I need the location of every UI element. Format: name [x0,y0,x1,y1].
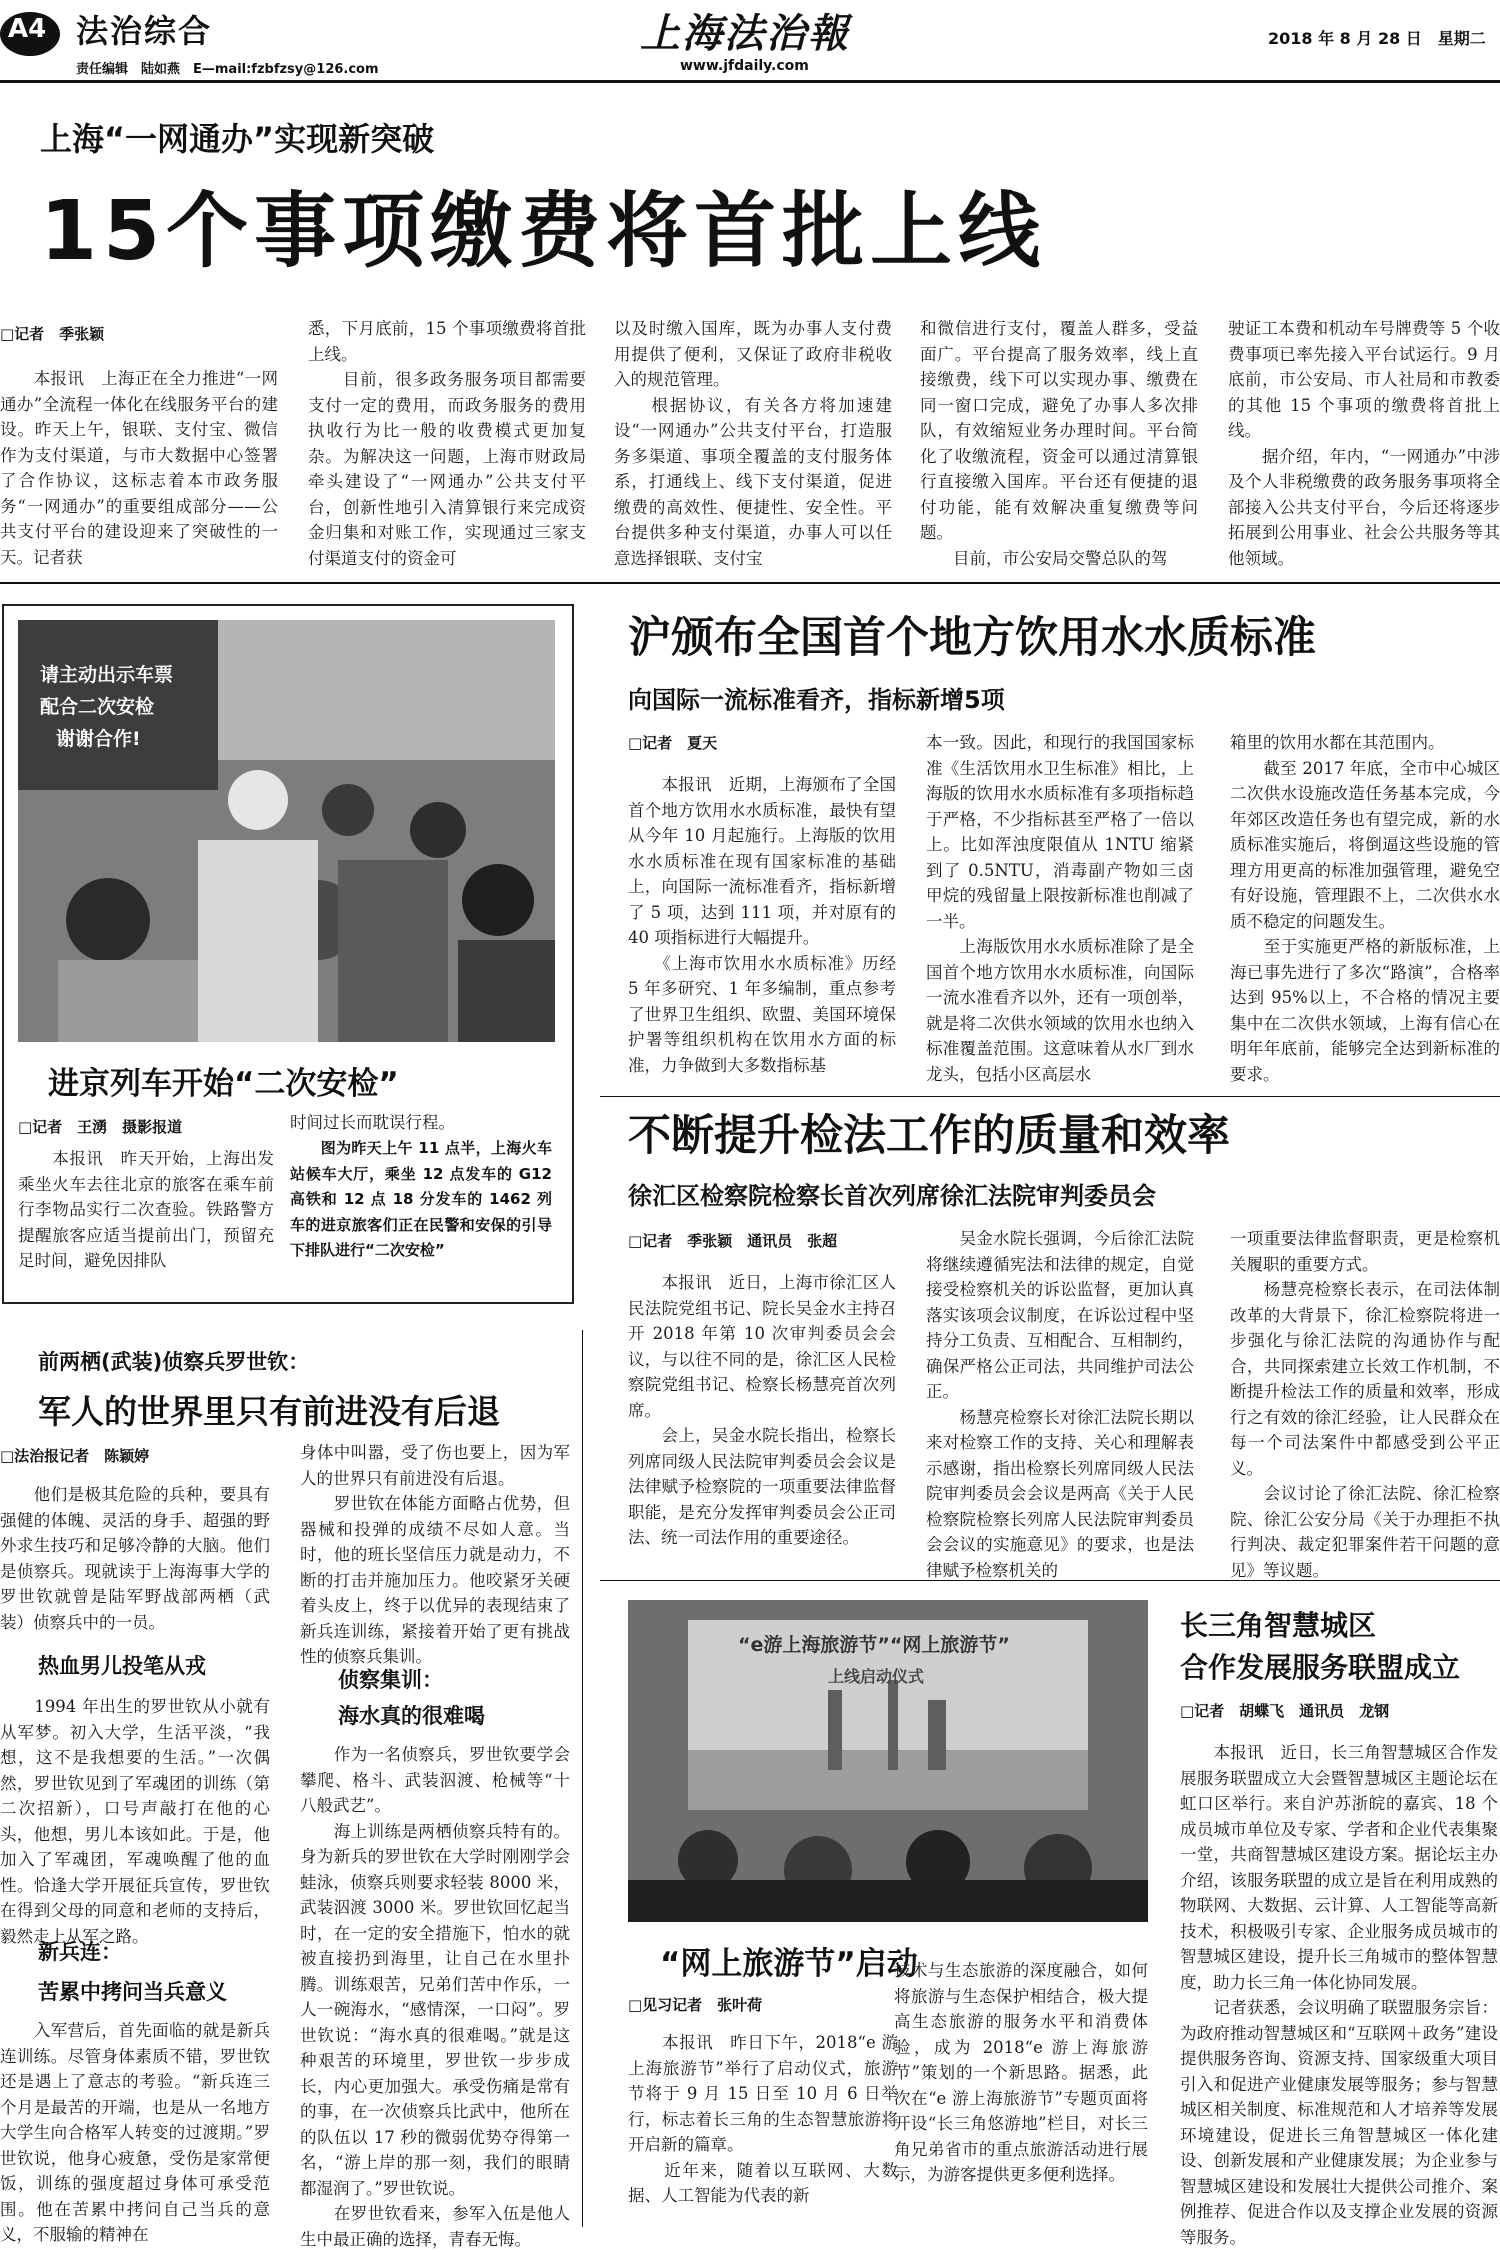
photo-story-body-cont: 时间过长而耽误行程。 [290,1113,455,1132]
editors-line: 责任编辑 陆如燕 E—mail:fzbfzsy@126.com [76,62,379,77]
issue-date: 2018 年 8 月 28 日 星期二 [1268,29,1486,48]
procuratorate-headline: 不断提升检法工作的质量和效率 [628,1111,1230,1161]
water-column-1: 本报讯 近期，上海颁布了全国首个地方饮用水水质标准，最快有望从今年 10 月起施行。上海版的饮用水水质标准在现有国家标准的基础上，向国际一流标准看齐，指标新增了 5 项，达到 111 项，并对原有的 40 项指标进行大幅提升。 《上海市饮用水水质标准》历经 5 年多研究、1 年多编制，重点参考了世界卫生组织、欧盟、美国环境保护署等组织机构在饮用水方面的标准，力争做到大多数指标基 [628,775,896,1075]
photo-sign-line-1: 请主动出示车票 [40,664,174,686]
soldier-headline: 军人的世界里只有前进没有后退 [38,1392,500,1431]
tourism-headline: “网上旅游节”启动 [660,1946,918,1982]
procuratorate-byline: □记者 季张颖 通讯员 张超 [628,1232,838,1250]
photo-sign-line-2: 配合二次安检 [40,696,155,718]
soldier-divider [582,1330,583,2227]
soldier-subhead-3a: 侦察集训： [338,1668,443,1692]
soldier-subhead-2b: 苦累中拷问当兵意义 [38,1980,227,2004]
masthead-rule [0,80,1500,83]
security-check-photo [18,620,555,1042]
tourism-column-2: 技术与生态旅游的深度融合，如何将旅游与生态保护相结合，极大提高生态旅游的服务水平和消费体验，成为 2018“e 游上海旅游节”策划的一个新思路。据悉，此次在“e 游上海旅游节”专题页面将开设“长三角悠游地”栏目，对长三角兄弟省市的重点旅游活动进行展示，为游客提供更多便利选择。 [894,1961,1148,2184]
water-bottom-rule [600,1096,1500,1097]
soldier-column-2a: 身体中叫嚣，受了伤也要上，因为军人的世界只有前进没有后退。 罗世钦在体能方面略占优势，但器械和投弹的成绩不尽如人意。当时，他的班长坚信压力就是动力，不断的打击并施加压力。他咬紧牙关硬着头皮上，终于以优异的表现结束了新兵连训练，紧接着开始了更有挑战性的侦察兵集训。 [300,1443,570,1666]
page-number: A4 [8,14,47,44]
lead-headline: 15个事项缴费将首批上线 [40,184,1047,279]
procuratorate-subhead: 徐汇区检察院检察长首次列席徐汇法院审判委员会 [628,1182,1156,1210]
lead-column-3: 以及时缴入国库，既为办事人支付费用提供了便利，又保证了政府非税收入的规范管理。 根据协议，有关各方将加速建设“一网通办”公共支付平台，打造服务多渠道、事项全覆盖的支付服务体系，打通线上、线下支付渠道，促进缴费的高效性、便捷性、安全性。平台提供多种支付渠道，办事人可以任意选择银联、支付宝 [614,319,892,568]
lead-bottom-rule [0,582,1500,584]
water-byline: □记者 夏天 [628,734,718,752]
tourism-byline: □见习记者 张叶荷 [628,1996,763,2014]
lead-column-2: 悉，下月底前，15 个事项缴费将首批上线。 目前，很多政务服务项目都需要支付一定的费用，而政务服务的费用执收行为比一般的收费模式更加复杂。为解决这一问题，上海市财政局牵头建设了“一网通办”公共支付平台，创新性地引入清算银行来完成资金归集和对账工作，实现通过三家支付渠道支付的资金可 [308,319,586,568]
soldier-kicker: 前两栖(武装)侦察兵罗世钦： [38,1350,310,1374]
yrd-headline-line-2: 合作发展服务联盟成立 [1180,1651,1461,1684]
soldier-subhead-2a: 新兵连： [38,1940,122,1964]
yrd-headline-line-1: 长三角智慧城区 [1180,1609,1377,1642]
water-subhead: 向国际一流标准看齐，指标新增5项 [628,686,1005,714]
yrd-body: 本报讯 近日，长三角智慧城区合作发展服务联盟成立大会暨智慧城区主题论坛在虹口区举行。来自沪苏浙皖的嘉宾、18 个成员城市单位及专家、学者和企业代表集聚一堂，共商智慧城区建设方案。据论坛主办介绍，该服务联盟的成立是旨在利用成熟的物联网、大数据、云计算、人工智能等高新技术，积极吸引专家、企业服务成员城市的智慧城区建设，提升长三角城市的整体智慧度，助力长三角一体化协同发展。 记者获悉，会议明确了联盟服务宗旨：为政府推动智慧城区和“互联网＋政务”建设提供服务咨询、资源支持、国家级重大项目引入和促进产业健康发展等服务；参与智慧城区相关制度、标准规范和人才培养等发展环境建设，促进长三角智慧城区一体化建设、创新发展和产业健康发展；为企业参与智慧城区建设和发展壮大提供公司推介、案例推荐、促进合作以及支撑企业发展的资源等服务。 [1180,1743,1498,2247]
water-headline: 沪颁布全国首个地方饮用水水质标准 [628,613,1316,663]
lead-byline: □记者 季张颖 [0,325,105,343]
soldier-subhead-1: 热血男儿投笔从戎 [38,1654,206,1678]
lead-column-5: 驶证工本费和机动车号牌费等 5 个收费事项已率先接入平台试运行。9 月底前，市公安局、市人社局和市教委的其他 15 个事项的缴费将首批上线。 据介绍，年内，“一网通办”中涉及个人非税缴费的政务服务事项将全部接入公共支付平台，今后还将逐步拓展到公用事业、社会公共服务等其他领域。 [1228,319,1500,568]
lead-column-1: 本报讯 上海正在全力推进“一网通办”全流程一体化在线服务平台的建设。昨天上午，银联、支付宝、微信作为支付渠道，与市大数据中心签署了合作协议，这标志着本市政务服务“一网通办”的重要组成部分——公共支付平台的建设迎来了突破性的一天。记者获 [0,369,278,567]
tourism-photo-banner: “e游上海旅游节”“网上旅游节” [738,1634,1010,1656]
photo-story-caption: 图为昨天上午 11 点半，上海火车站候车大厅，乘坐 12 点发车的 G12 高铁和 12 点 18 分发车的 1462 列车的进京旅客们正在民警和安保的引导下排队进行“二次安检” [290,1139,558,1259]
soldier-column-1c: 入军营后，首先面临的就是新兵连训练。尽管身体素质不错，罗世钦还是遇上了意志的考验。“新兵连三个月是最苦的开端，也是从一名地方大学生向合格军人转变的过渡期。”罗世钦说，他身心疲惫，受伤是家常便饭，训练的强度超过身体可承受范围。他在苦累中拷问自己当兵的意义，不服输的精神在 [0,2021,270,2244]
tourism-photo-subbanner: 上线启动仪式 [828,1667,925,1686]
tourism-column-1: 本报讯 昨日下午，2018“e 游上海旅游节”举行了启动仪式，旅游节将于 9 月 15 日至 10 月 6 日举行，标志着长三角的生态智慧旅游将开启新的篇章。 近年来，随着以互联网、大数据、人工智能为代表的新 [628,2033,898,2205]
photo-story-body: 本报讯 昨天开始，上海出发乘坐火车去往北京的旅客在乘车前行李物品实行二次查验。铁路警方提醒旅客应适当提前出门，预留充足时间，避免因排队 [18,1149,274,1270]
soldier-column-1b: 1994 年出生的罗世钦从小就有从军梦。初入大学，生活平淡，“我想，这不是我想要的生活。”一次偶然，罗世钦见到了军魂团的训练（第二次招新），口号声敲打在他的心头，他想，男儿本该如此。于是，他加入了军魂团，军魂唤醒了他的血性。恰逢大学开展征兵宣传，罗世钦在得到父母的同意和老师的支持后，毅然走上从军之路。 [0,1697,270,1946]
yrd-byline: □记者 胡蝶飞 通讯员 龙钢 [1180,1702,1390,1720]
tourism-photo [628,1600,1148,1922]
photo-story-byline: □记者 王湧 摄影报道 [18,1118,183,1136]
section-title: 法治综合 [76,12,213,50]
procuratorate-bottom-rule [600,1580,1500,1581]
lead-kicker: 上海“一网通办”实现新突破 [40,120,435,158]
soldier-column-1a: 他们是极其危险的兵种，要具有强健的体魄、灵活的身手、超强的野外求生技巧和足够冷静的大脑。他们是侦察兵。现就读于上海海事大学的罗世钦就曾是陆军野战部两栖（武装）侦察兵中的一员。 [0,1485,270,1632]
soldier-byline: □法治报记者 陈颖婷 [0,1447,150,1465]
lead-column-4: 和微信进行支付，覆盖人群多，受益面广。平台提高了服务效率，线上直接缴费，线下可以实现办事、缴费在同一窗口完成，避免了办事人多次排队，有效缩短业务办理时间。平台简化了收缴流程，资金可以通过清算银行直接缴入国库。平台还有便捷的退付功能，能有效解决重复缴费等问题。 目前，市公安局交警总队的驾 [920,319,1198,568]
procuratorate-column-3: 一项重要法律监督职责，更是检察机关履职的重要方式。 杨慧亮检察长表示，在司法体制改革的大背景下，徐汇检察院将进一步强化与徐汇法院的沟通协作与配合，共同探索建立长效工作机制，不断提升检法工作的质量和效率，形成行之有效的徐汇经验，让人民群众在每一个司法案件中都感受到公平正义。 会议讨论了徐汇法院、徐汇检察院、徐汇公安分局《关于办理拒不执行判决、裁定犯罪案件若干问题的意见》等议题。 [1230,1229,1500,1580]
photo-story-headline: 进京列车开始“二次安检” [48,1066,399,1102]
water-column-3: 箱里的饮用水都在其范围内。 截至 2017 年底，全市中心城区二次供水设施改造任务基本完成，今年郊区改造任务也有望完成，新的水质标准实施后，将倒逼这些设施的管理方用更高的标准加强管理，避免空有好设施，管理跟不上，二次供水水质不稳定的问题发生。 至于实施更严格的新版标准，上海已事先进行了多次“路演”，合格率达到 95%以上，不合格的情况主要集中在二次供水领域，上海有信心在明年年底前，能够完全达到新标准的要求。 [1230,733,1500,1084]
procuratorate-column-1: 本报讯 近日，上海市徐汇区人民法院党组书记、院长吴金水主持召开 2018 年第 10 次审判委员会会议，与以往不同的是，徐汇区人民检察院党组书记、检察长杨慧亮首次列席。 会上，吴金水院长指出，检察长列席同级人民法院审判委员会会议是法律赋予检察院的一项重要法律监督职能，是充分发挥审判委员会公正司法、统一司法作用的重要途径。 [628,1273,896,1547]
paper-url: www.jfdaily.com [680,58,809,74]
procuratorate-column-2: 吴金水院长强调，今后徐汇法院将继续遵循宪法和法律的规定，自觉接受检察机关的诉讼监督，更加认真落实该项会议制度，在诉讼过程中坚持分工负责、互相配合、互相制约，确保严格公正司法，共同维护司法公正。 杨慧亮检察长对徐汇法院长期以来对检察工作的支持、关心和理解表示感谢，指出检察长列席同级人民法院审判委员会会议是两高《关于人民检察院检察长列席人民法院审判委员会会议的实施意见》的要求，也是法律赋予检察机关的 [926,1229,1194,1580]
water-column-2: 本一致。因此，和现行的我国国家标准《生活饮用水卫生标准》相比，上海版的饮用水水质标准有多项指标趋于严格，不少指标甚至严格了一倍以上。比如浑浊度限值从 1NTU 缩紧到了 0.5NTU，消毒副产物如三卤甲烷的残留量上限按新标准也削减了一半。 上海版饮用水水质标准除了是全国首个地方饮用水水质标准，向国际一流水准看齐以外，还有一项创举，就是将二次供水领域的饮用水也纳入标准覆盖范围。这意味着从水厂到水龙头，包括小区高层水 [926,733,1194,1084]
page-badge [0,4,62,56]
soldier-subhead-3b: 海水真的很难喝 [338,1704,485,1728]
soldier-column-2b: 作为一名侦察兵，罗世钦要学会攀爬、格斗、武装泅渡、枪械等“十八般武艺”。 海上训练是两栖侦察兵特有的。身为新兵的罗世钦在大学时刚刚学会蛙泳，侦察兵则要求轻装 8000 米，武装泅渡 3000 米。罗世钦回忆起当时，在一定的安全措施下，怕水的就被直接扔到海里，让自己在水里扑腾。训练艰苦，兄弟们苦中作乐，一人一碗海水，“感情深，一口闷”。罗世钦说：“海水真的很难喝。”就是这种艰苦的环境里，罗世钦一步步成长，内心更加强大。承受伤痛是常有的事，在一次侦察兵比武中，他所在的队伍以 17 秒的微弱优势夺得第一名，“游上岸的那一刻，我们的眼睛都湿润了。”罗世钦说。 在罗世钦看来，参军入伍是他人生中最正确的选择，青春无悔。 [300,1745,570,2249]
photo-sign-line-3: 谢谢合作! [56,728,141,750]
paper-name: 上海法治報 [640,10,850,57]
